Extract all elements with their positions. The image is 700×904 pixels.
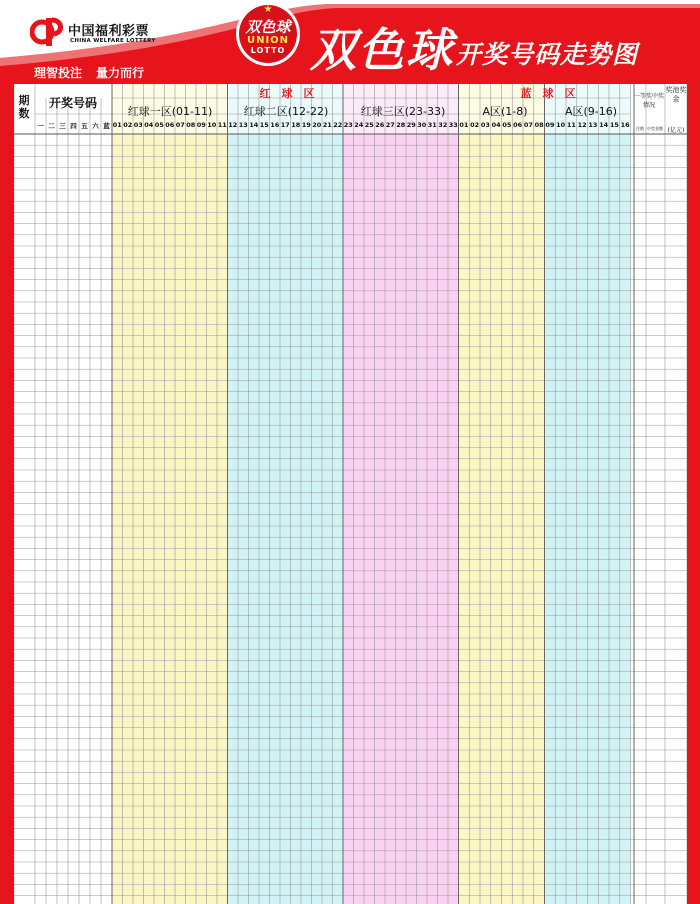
red-number-header: 15 xyxy=(259,121,269,129)
red-number-header: 10 xyxy=(207,121,217,129)
red-number-header: 09 xyxy=(196,121,206,129)
welfare-lottery-logo-icon xyxy=(30,16,66,48)
blue-number-header: 08 xyxy=(534,121,544,129)
prize-pool-label: 奖池奖金 xyxy=(665,86,687,103)
blue-number-header: 11 xyxy=(566,121,576,129)
trend-table xyxy=(14,84,687,904)
red-number-header: 23 xyxy=(343,121,353,129)
page-title-main: 双色球 xyxy=(310,23,454,77)
red-number-header: 02 xyxy=(123,121,133,129)
slogan-right: 量力而行 xyxy=(96,66,145,80)
draw-column-header: 一 xyxy=(37,122,44,130)
red-number-header: 01 xyxy=(112,121,122,129)
draw-column-header: 五 xyxy=(81,122,88,130)
red-number-header: 26 xyxy=(375,121,385,129)
logo-star-icon: ★ xyxy=(263,4,273,15)
red-number-header: 14 xyxy=(249,121,259,129)
trend-grid xyxy=(14,84,687,904)
union-lotto-logo xyxy=(236,2,300,66)
draw-column-header: 六 xyxy=(92,122,99,130)
red-number-header: 17 xyxy=(280,121,290,129)
period-label: 期数 xyxy=(18,94,30,120)
blue-number-header: 07 xyxy=(523,121,533,129)
brand-chinese-name: 中国福利彩票 xyxy=(68,24,150,39)
red-number-header: 24 xyxy=(354,121,364,129)
blue-number-header: 06 xyxy=(513,121,523,129)
logo-english-top: UNION xyxy=(246,35,290,46)
blue-number-header: 10 xyxy=(556,121,566,129)
logo-english-bottom: LOTTO xyxy=(250,46,286,55)
red-number-header: 31 xyxy=(427,121,437,129)
red-number-header: 20 xyxy=(312,121,322,129)
red-subzone-3: 红球三区(23-33) xyxy=(360,105,446,118)
first-prize-label: 一等奖中奖情况 xyxy=(634,93,665,109)
blue-subzone-a: A区(1-8) xyxy=(482,105,528,118)
red-number-header: 28 xyxy=(396,121,406,129)
blue-number-header: 03 xyxy=(480,121,490,129)
red-number-header: 33 xyxy=(448,121,458,129)
red-number-header: 19 xyxy=(301,121,311,129)
blue-number-header: 12 xyxy=(577,121,587,129)
red-number-header: 12 xyxy=(228,121,238,129)
prize-pool-unit: (亿元) xyxy=(667,127,685,134)
draw-column-header: 四 xyxy=(70,122,77,130)
page-title-sub: 开奖号码走势图 xyxy=(456,40,639,69)
blue-number-header: 15 xyxy=(609,121,619,129)
red-number-header: 32 xyxy=(438,121,448,129)
draw-column-header: 三 xyxy=(59,122,66,130)
blue-number-header: 09 xyxy=(545,121,555,129)
red-number-header: 16 xyxy=(270,121,280,129)
red-subzone-1: 红球一区(01-11) xyxy=(127,105,213,118)
red-number-header: 08 xyxy=(186,121,196,129)
red-number-header: 18 xyxy=(291,121,301,129)
blue-number-header: 01 xyxy=(459,121,469,129)
red-number-header: 04 xyxy=(144,121,154,129)
blue-number-header: 16 xyxy=(620,121,630,129)
first-prize-count-label: 注数 xyxy=(636,126,644,131)
blue-number-header: 04 xyxy=(491,121,501,129)
red-subzone-2: 红球二区(12-22) xyxy=(243,105,329,118)
red-number-header: 13 xyxy=(238,121,248,129)
blue-number-header: 13 xyxy=(588,121,598,129)
red-number-header: 27 xyxy=(385,121,395,129)
blue-number-header: 14 xyxy=(599,121,609,129)
header xyxy=(0,0,700,84)
blue-number-header: 02 xyxy=(470,121,480,129)
logo-chinese-text: 双色球 xyxy=(245,18,291,36)
red-number-header: 29 xyxy=(406,121,416,129)
draw-numbers-label: 开奖号码 xyxy=(48,96,97,110)
blue-zone-label: 蓝 球 区 xyxy=(520,87,576,100)
red-number-header: 11 xyxy=(217,121,227,129)
brand-english-name: CHINA WELFARE LOTTERY xyxy=(70,38,156,44)
red-number-header: 21 xyxy=(322,121,332,129)
red-zone-label: 红 球 区 xyxy=(259,87,315,100)
blue-subzone-b: A区(9-16) xyxy=(564,105,618,118)
red-number-header: 06 xyxy=(165,121,175,129)
draw-column-header: 蓝 xyxy=(103,122,110,130)
slogan-left: 理智投注 xyxy=(34,66,83,80)
draw-column-header: 二 xyxy=(48,122,55,130)
red-number-header: 03 xyxy=(133,121,143,129)
red-number-header: 22 xyxy=(333,121,343,129)
red-number-header: 07 xyxy=(175,121,185,129)
first-prize-amount-label: 中奖金额 xyxy=(647,126,663,131)
red-number-header: 30 xyxy=(417,121,427,129)
blue-number-header: 05 xyxy=(502,121,512,129)
red-number-header: 05 xyxy=(154,121,164,129)
red-number-header: 25 xyxy=(364,121,374,129)
